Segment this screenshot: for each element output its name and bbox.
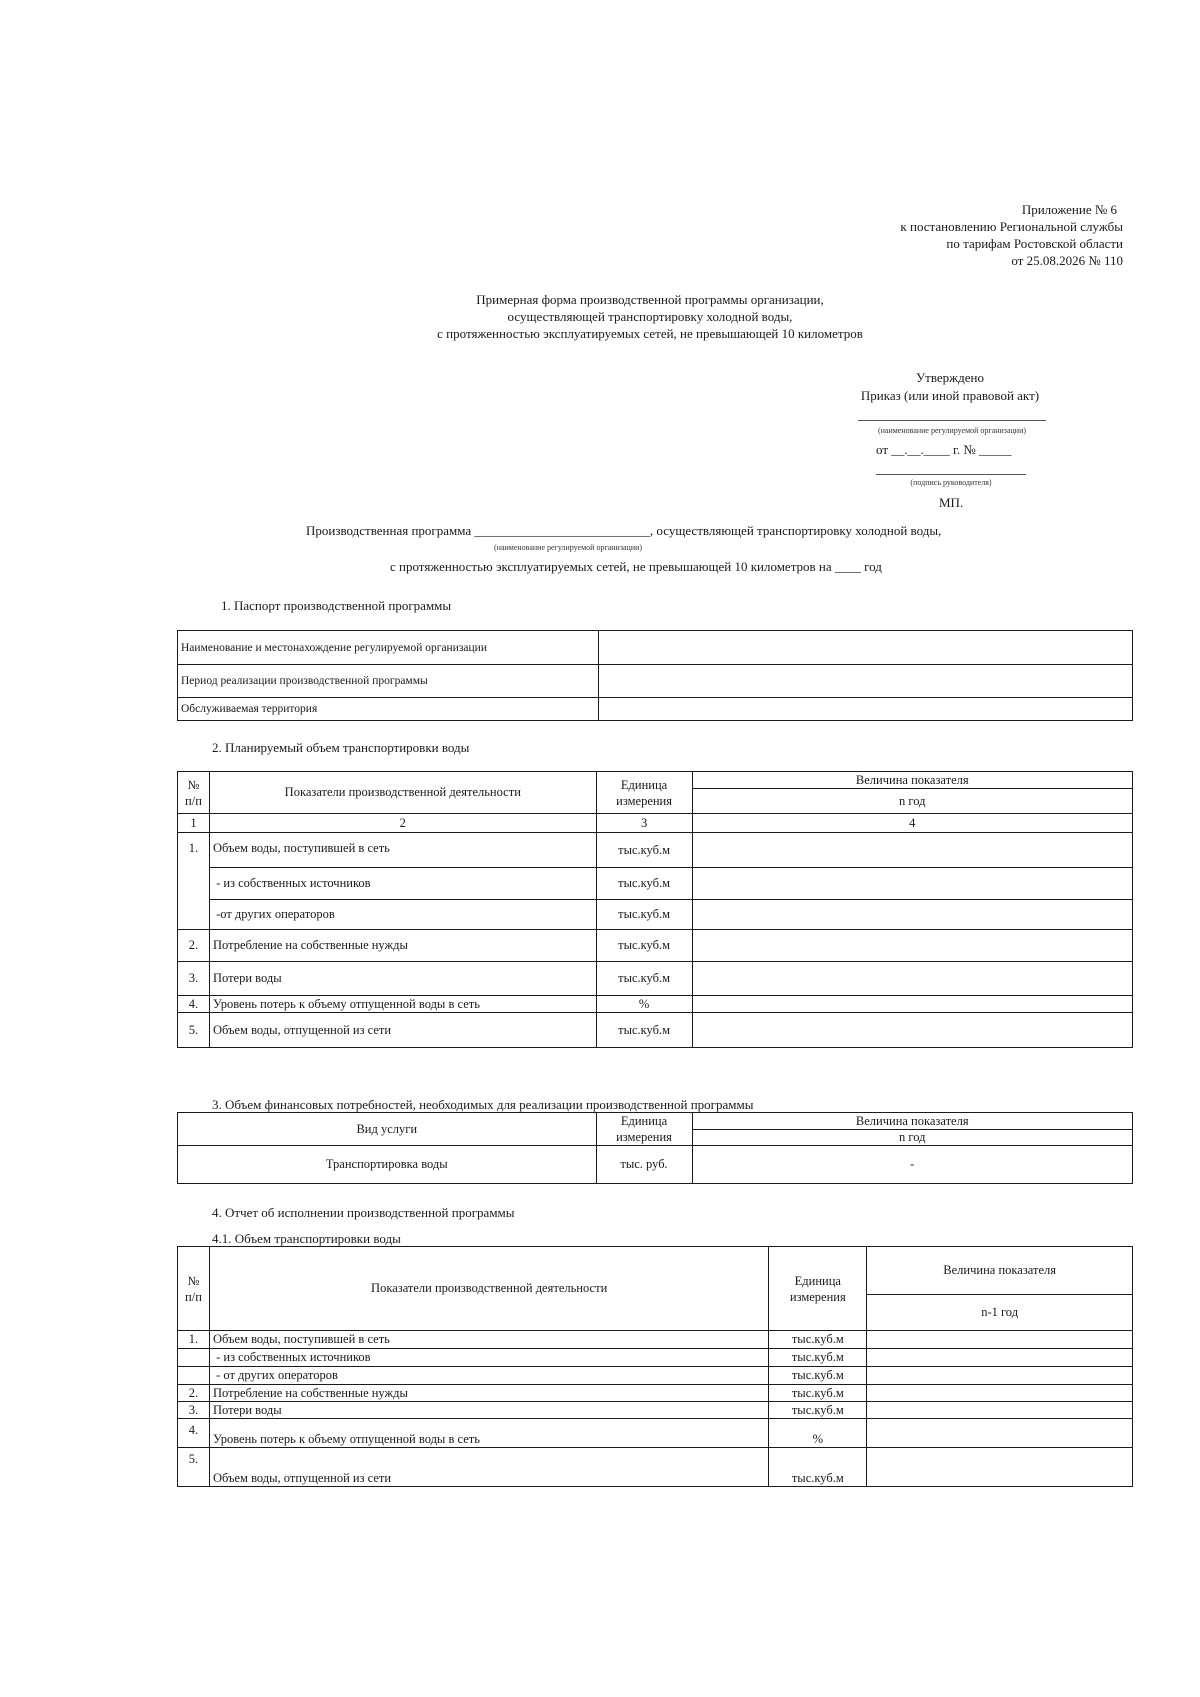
row-value[interactable]	[692, 900, 1132, 930]
row-value[interactable]	[692, 962, 1132, 996]
row-number: 4.	[178, 1419, 210, 1448]
table-row	[178, 1146, 1133, 1184]
row-value[interactable]	[867, 1385, 1133, 1402]
column-number: 3	[596, 814, 692, 833]
col-indicator-header: Показатели производственной деятельности	[209, 772, 596, 814]
row-number: 1.	[178, 833, 210, 868]
row-number: 3.	[178, 1402, 210, 1419]
row-indicator: - от других операторов	[209, 1367, 768, 1385]
section-1-heading: 1. Паспорт производственной программы	[221, 598, 452, 613]
passport-row	[178, 698, 1133, 721]
row-unit: %	[769, 1419, 867, 1448]
row-value[interactable]	[867, 1448, 1133, 1487]
row-number: 5.	[178, 1013, 210, 1048]
table-row	[178, 1013, 1133, 1048]
row-value[interactable]	[692, 1013, 1132, 1048]
appendix-header	[723, 201, 1123, 269]
column-number: 2	[209, 814, 596, 833]
row-value[interactable]	[692, 930, 1132, 962]
row-number: 2.	[178, 930, 210, 962]
org-name-caption: (наименование регулируемой организации)	[877, 426, 1027, 435]
header-line-2: к постановлению Региональной службы	[900, 219, 1123, 234]
row-number	[178, 1349, 210, 1367]
execution-report-table	[177, 1246, 1133, 1487]
table-row	[178, 868, 1133, 900]
service-unit: тыс. руб.	[596, 1146, 692, 1184]
row-value[interactable]	[867, 1331, 1133, 1349]
row-unit: тыс.куб.м	[596, 868, 692, 900]
header-line-4: от 25.08.2026 № 110	[1011, 253, 1123, 268]
passport-row	[178, 631, 1133, 665]
table-row	[178, 1331, 1133, 1349]
table-row	[178, 930, 1133, 962]
row-indicator: Потребление на собственные нужды	[209, 1385, 768, 1402]
stamp-label: МП.	[939, 495, 964, 510]
table-row	[178, 1367, 1133, 1385]
section-2-heading: 2. Планируемый объем транспортировки воды	[212, 740, 470, 755]
row-value[interactable]	[692, 833, 1132, 868]
row-value[interactable]	[867, 1402, 1133, 1419]
col-indicator-header: Показатели производственной деятельности	[209, 1247, 768, 1331]
order-label: Приказ (или иной правовой акт)	[860, 388, 1040, 403]
table-row	[178, 1385, 1133, 1402]
row-number: 4.	[178, 996, 210, 1013]
table-row	[178, 1349, 1133, 1367]
row-value[interactable]	[867, 1367, 1133, 1385]
table-row	[178, 962, 1133, 996]
service-value[interactable]: -	[692, 1146, 1133, 1184]
row-indicator: Уровень потерь к объему отпущенной воды в сеть	[209, 1419, 768, 1448]
col-value-header: Величина показателя	[867, 1247, 1133, 1295]
financial-needs-table	[177, 1112, 1133, 1184]
row-indicator: Объем воды, поступившей в сеть	[209, 1331, 768, 1349]
col-unit-header: Единица измерения	[596, 1113, 692, 1146]
row-indicator: - из собственных источников	[209, 868, 596, 900]
column-number: 4	[692, 814, 1132, 833]
header-line-1: Приложение № 6	[1021, 202, 1117, 217]
row-indicator: Потребление на собственные нужды	[209, 930, 596, 962]
passport-label: Период реализации производственной программы	[178, 665, 599, 698]
col-unit-header: Единица измерения	[769, 1247, 867, 1331]
col-service-header: Вид услуги	[178, 1113, 597, 1146]
row-unit: тыс.куб.м	[769, 1448, 867, 1487]
planned-volume-table	[177, 771, 1133, 1048]
program-line-1: Производственная программа ___________________________, осуществляющей транспортировку холодной воды,	[306, 523, 942, 538]
table-row	[178, 1402, 1133, 1419]
row-number: 2.	[178, 1385, 210, 1402]
row-unit: тыс.куб.м	[596, 930, 692, 962]
passport-value[interactable]	[598, 665, 1132, 698]
org-name-line	[858, 420, 1046, 421]
row-unit: тыс.куб.м	[769, 1349, 867, 1367]
col-year-header: n год	[692, 789, 1132, 814]
col-no-header: № п/п	[178, 772, 210, 814]
table-row	[178, 1419, 1133, 1448]
table-row	[178, 1448, 1133, 1487]
col-value-header: Величина показателя	[692, 772, 1132, 789]
program-line-2: с протяженностью эксплуатируемых сетей, не превышающей 10 километров на ____ год	[390, 559, 882, 574]
row-unit: тыс.куб.м	[769, 1331, 867, 1349]
row-number: 3.	[178, 962, 210, 996]
program-org-caption: (наименование регулируемой организации)	[494, 543, 643, 552]
row-number	[178, 900, 210, 930]
title-line-3: с протяженностью эксплуатируемых сетей, не превышающей 10 километров	[437, 326, 863, 341]
row-indicator: Объем воды, отпущенной из сети	[209, 1013, 596, 1048]
row-unit: тыс.куб.м	[596, 900, 692, 930]
row-indicator: -от других операторов	[209, 900, 596, 930]
passport-row	[178, 665, 1133, 698]
section-3-heading: 3. Объем финансовых потребностей, необходимых для реализации производственной программы	[212, 1097, 754, 1112]
row-number	[178, 868, 210, 900]
row-number: 5.	[178, 1448, 210, 1487]
row-unit: тыс.куб.м	[769, 1402, 867, 1419]
section-4-heading: 4. Отчет об исполнении производственной программы	[212, 1205, 515, 1220]
row-unit: тыс.куб.м	[596, 962, 692, 996]
header-line-3: по тарифам Ростовской области	[946, 236, 1123, 251]
col-value-header: Величина показателя	[692, 1113, 1133, 1130]
approved-label: Утверждено	[915, 370, 985, 385]
row-unit: тыс.куб.м	[769, 1367, 867, 1385]
order-date-line: от __.__.____ г. № _____	[876, 442, 1012, 457]
row-value[interactable]	[692, 868, 1132, 900]
row-unit: тыс.куб.м	[596, 1013, 692, 1048]
col-year-header: n год	[692, 1129, 1133, 1146]
col-no-header: № п/п	[178, 1247, 210, 1331]
col-unit-header: Единица измерения	[596, 772, 692, 814]
col-year-header: n-1 год	[867, 1295, 1133, 1331]
passport-value[interactable]	[598, 698, 1132, 721]
row-indicator: Объем воды, отпущенной из сети	[209, 1448, 768, 1487]
row-indicator: Уровень потерь к объему отпущенной воды в сеть	[209, 996, 596, 1013]
row-unit: тыс.куб.м	[769, 1385, 867, 1402]
row-number	[178, 1367, 210, 1385]
title-line-2: осуществляющей транспортировку холодной воды,	[507, 309, 793, 324]
signature-caption: (подпись руководителя)	[910, 478, 992, 487]
service-name: Транспортировка воды	[178, 1146, 597, 1184]
form-title	[300, 291, 1000, 342]
table-row	[178, 996, 1133, 1013]
row-value[interactable]	[692, 996, 1132, 1013]
row-number: 1.	[178, 1331, 210, 1349]
table-row	[178, 900, 1133, 930]
passport-table	[177, 630, 1133, 721]
row-indicator: Потери воды	[209, 962, 596, 996]
passport-label: Обслуживаемая территория	[178, 698, 599, 721]
row-unit: %	[596, 996, 692, 1013]
title-line-1: Примерная форма производственной программы организации,	[476, 292, 824, 307]
row-indicator: Объем воды, поступившей в сеть	[209, 833, 596, 868]
passport-value[interactable]	[598, 631, 1132, 665]
passport-label: Наименование и местонахождение регулируемой организации	[178, 631, 599, 665]
column-number: 1	[178, 814, 210, 833]
section-4-1-heading: 4.1. Объем транспортировки воды	[212, 1231, 401, 1246]
row-unit: тыс.куб.м	[596, 833, 692, 868]
signature-line	[876, 474, 1026, 475]
row-indicator: Потери воды	[209, 1402, 768, 1419]
row-value[interactable]	[867, 1419, 1133, 1448]
row-indicator: - из собственных источников	[209, 1349, 768, 1367]
table-row	[178, 833, 1133, 868]
row-value[interactable]	[867, 1349, 1133, 1367]
